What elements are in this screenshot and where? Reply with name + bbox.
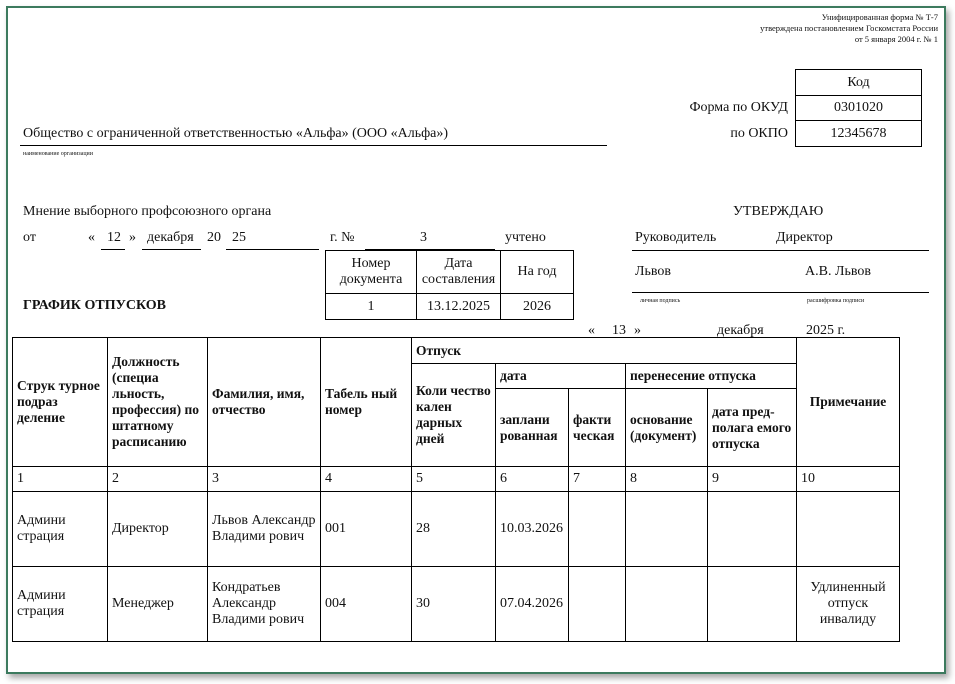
doc-number-header: Номер документа [326,251,417,294]
header-expected-date: дата пред-полага емого отпуска [708,389,797,467]
union-year-unit: г. № [330,230,355,245]
cell-reason [626,492,708,567]
union-from-label: от [23,230,36,245]
union-day: 12 [107,230,121,245]
cell-reason [626,567,708,642]
approval-decoding-caption: расшифровка подписи [807,298,865,304]
union-day-underline [101,249,125,250]
column-number: 10 [797,467,900,492]
column-number: 2 [108,467,208,492]
cell-name: Кондратьев Александр Владими рович [208,567,321,642]
union-status: учтено [505,230,546,245]
column-number: 8 [626,467,708,492]
cell-actual [569,492,626,567]
okud-label: Форма по ОКУД [689,100,788,115]
table-row [13,567,900,642]
header-planned: заплани рованная [496,389,569,467]
approval-day: 13 [612,323,626,338]
approval-title: УТВЕРЖДАЮ [733,204,824,219]
doc-date-value: 13.12.2025 [417,294,501,320]
doc-year-header: На год [501,251,574,294]
union-quote-open: « [88,230,95,245]
header-date: дата [496,364,626,389]
cell-days: 28 [412,492,496,567]
approval-signature-underline [632,292,929,293]
organization-underline [20,145,607,146]
approval-month: декабря [717,323,764,338]
approval-position-label: Руководитель [635,230,717,245]
document-info-table [325,250,574,320]
cell-position: Директор [108,492,208,567]
okud-value: 0301020 [795,95,922,121]
header-unit: Струк турное подраз деление [13,338,108,467]
union-year-suffix: 25 [232,230,246,245]
cell-tab-number: 001 [321,492,412,567]
vacation-schedule-table [12,337,900,642]
approval-quote-open: « [588,323,595,338]
table-row [13,492,900,567]
union-number: 3 [420,230,427,245]
union-year-prefix: 20 [207,230,221,245]
code-header: Код [795,69,922,96]
cell-expected-date [708,492,797,567]
union-quote-close: » [129,230,136,245]
header-note: Примечание [797,338,900,467]
cell-unit: Админи страция [13,567,108,642]
okpo-value: 12345678 [795,121,922,147]
approval-position-underline [632,250,929,251]
cell-days: 30 [412,567,496,642]
form-header-line1: Унифицированная форма № Т-7 [821,12,938,22]
okpo-label: по ОКПО [730,126,788,141]
doc-number-value: 1 [326,294,417,320]
header-actual: факти ческая [569,389,626,467]
form-header-line3: от 5 января 2004 г. № 1 [854,34,938,44]
header-reason: основание (документ) [626,389,708,467]
cell-planned: 10.03.2026 [496,492,569,567]
header-days: Коли чество кален дарных дней [412,364,496,467]
union-year-underline [226,249,319,250]
cell-tab-number: 004 [321,567,412,642]
column-number: 3 [208,467,321,492]
header-position: Должность (специа льность, профессия) по штатному расписанию [108,338,208,467]
cell-name: Львов Александр Владими рович [208,492,321,567]
organization-name: Общество с ограниченной ответственностью «Альфа» (ООО «Альфа») [23,126,449,141]
union-opinion-title: Мнение выборного профсоюзного органа [23,204,272,219]
doc-date-header: Дата составления [417,251,501,294]
document-title: ГРАФИК ОТПУСКОВ [23,298,166,313]
cell-actual [569,567,626,642]
approval-position-value: Директор [776,230,833,245]
union-month: декабря [147,230,194,245]
union-month-underline [142,249,201,250]
cell-expected-date [708,567,797,642]
approval-year: 2025 г. [806,323,846,338]
cell-note: Удлиненный отпуск инвалиду [797,567,900,642]
approval-quote-close: » [634,323,641,338]
approval-decoding: А.В. Львов [805,264,871,279]
doc-year-value: 2026 [501,294,574,320]
form-header [760,12,938,45]
approval-signature-caption: личная подпись [640,298,681,304]
approval-signature: Львов [635,264,672,279]
header-tab-number: Табель ный номер [321,338,412,467]
column-number: 4 [321,467,412,492]
cell-note [797,492,900,567]
header-transfer: перенесение отпуска [626,364,797,389]
cell-unit: Админи страция [13,492,108,567]
column-number: 1 [13,467,108,492]
header-name: Фамилия, имя, отчество [208,338,321,467]
column-number: 7 [569,467,626,492]
header-vacation: Отпуск [412,338,797,364]
column-number: 6 [496,467,569,492]
organization-caption: наименование организации [23,151,93,157]
cell-position: Менеджер [108,567,208,642]
form-header-line2: утверждена постановлением Госкомстата России [760,23,938,33]
column-number: 9 [708,467,797,492]
column-number: 5 [412,467,496,492]
cell-planned: 07.04.2026 [496,567,569,642]
